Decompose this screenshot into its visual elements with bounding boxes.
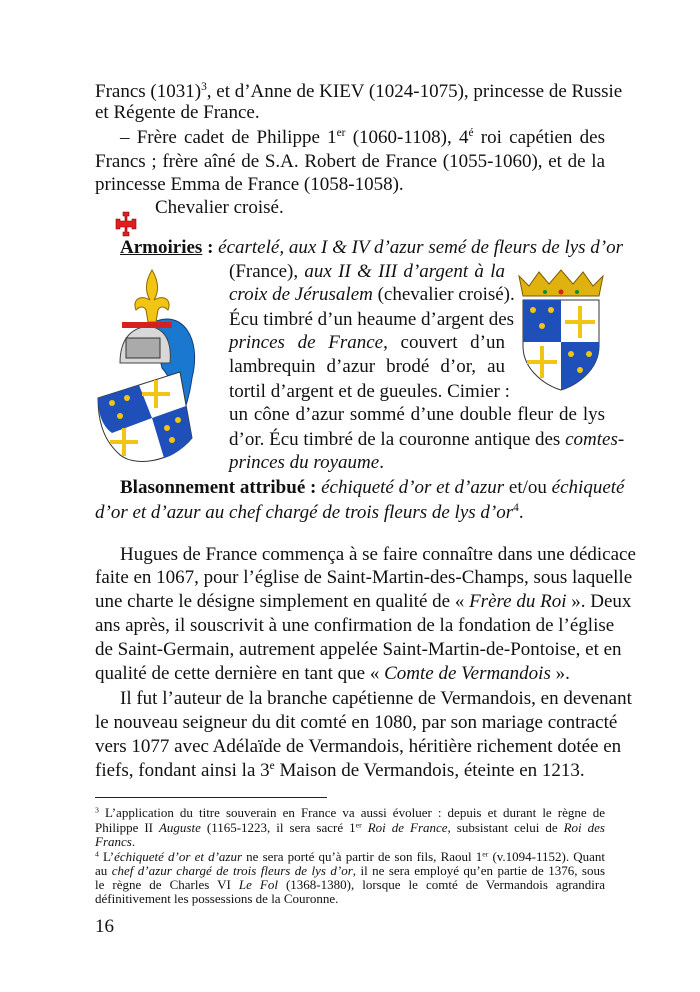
- text-segment: (1165-1223, il sera sacré 1: [200, 820, 356, 835]
- text-segment: au: [95, 863, 112, 878]
- text-segment: princesse Emma de France (1058-1058).: [95, 174, 404, 195]
- text-segment: ».: [550, 663, 570, 684]
- text-segment: 3: [95, 805, 99, 815]
- footnote-line: [95, 877, 605, 892]
- text-line: [229, 451, 605, 475]
- text-segment: er: [336, 127, 346, 140]
- text-segment: définitivement les possessions de la Couronne.: [95, 891, 339, 906]
- footnote-line: [95, 820, 605, 835]
- text-segment: croix de Jérusalem: [229, 284, 373, 305]
- text-segment: Frère du Roi: [469, 591, 567, 612]
- text-segment: Le Fol: [238, 877, 278, 892]
- text-line: [229, 331, 505, 355]
- text-line: [120, 476, 625, 500]
- coat-of-arms-with-helm-image: [92, 268, 204, 468]
- text-segment: d’or et d’azur au chef chargé de trois fleurs de lys d’or: [95, 502, 514, 523]
- footnote-line: [95, 849, 605, 864]
- text-segment: Chevalier croisé.: [155, 197, 284, 218]
- text-segment: :: [202, 237, 219, 258]
- text-line: [95, 590, 632, 614]
- text-segment: Maison de Vermandois, éteinte en 1213.: [274, 760, 585, 781]
- text-segment: une charte le désigne simplement en qualité de «: [95, 591, 470, 612]
- text-segment: Écu timbré d’un heaume d’argent des: [229, 309, 515, 330]
- text-segment: Francs: [95, 834, 132, 849]
- text-segment: , subsistant celui de: [447, 820, 564, 835]
- text-segment: un cône d’azur sommé d’une double fleur de lys: [229, 404, 605, 425]
- text-line: [95, 662, 605, 686]
- text-segment: Roi de France: [367, 820, 448, 835]
- text-segment: L’application du titre souverain en France va aussi évoluer : depuis et durant le règne de: [98, 805, 605, 820]
- text-line: [95, 614, 615, 638]
- coat-of-arms-with-crown-image: [515, 266, 607, 392]
- text-segment: .: [518, 502, 524, 523]
- text-segment: échiqueté d’or et d’azur: [114, 849, 243, 864]
- text-segment: (v.1094-1152). Quant: [488, 849, 606, 864]
- footnote-line: [95, 834, 605, 849]
- text-line: [229, 355, 505, 379]
- text-line: [95, 711, 618, 735]
- text-segment: Philippe II: [95, 820, 159, 835]
- text-segment: Roi des: [563, 820, 605, 835]
- text-segment: Blasonnement attribué :: [120, 477, 322, 498]
- text-segment: (France),: [229, 261, 305, 282]
- text-line: [95, 638, 622, 662]
- footnote-line: [95, 863, 605, 878]
- text-segment: comtes-: [565, 429, 625, 450]
- text-line: [95, 735, 622, 759]
- text-segment: princes du royaume: [229, 452, 380, 473]
- text-segment: de Saint-Germain, autrement appelée Saint-Martin-de-Pontoise, et en: [95, 639, 622, 660]
- text-line: [229, 260, 505, 284]
- text-segment: , couvert d’un: [383, 332, 505, 353]
- text-segment: L’: [98, 849, 115, 864]
- text-segment: le nouveau seigneur du dit comté en 1080, par son mariage contracté: [95, 712, 618, 733]
- text-line: [120, 126, 605, 150]
- text-line: [95, 101, 605, 125]
- text-segment: (1368-1380), lorsque le comté de Vermandois agrandira: [277, 877, 606, 892]
- text-line: [229, 283, 515, 307]
- text-segment: et/ou: [504, 477, 552, 498]
- footnote-separator: [95, 797, 327, 798]
- text-line: [95, 566, 633, 590]
- text-segment: ans après, il souscrivit à une confirmation de la fondation de l’église: [95, 615, 615, 636]
- text-segment: chef d’azur chargé de trois fleurs de lys d’or: [111, 863, 353, 878]
- text-segment: échiqueté: [551, 477, 625, 498]
- footnote-line: [95, 891, 605, 906]
- text-segment: Auguste: [158, 820, 201, 835]
- text-segment: er: [482, 849, 489, 859]
- text-segment: – Frère cadet de Philippe 1: [120, 127, 337, 148]
- text-segment: , il ne sera employé qu’en partie de 1376, sous: [352, 863, 606, 878]
- text-line: [229, 428, 625, 452]
- text-segment: faite en 1067, pour l’église de Saint-Martin-des-Champs, sous laquelle: [95, 567, 633, 588]
- text-line: [120, 543, 636, 567]
- text-segment: Francs ; frère aîné de S.A. Robert de France (1055-1060), et de la: [95, 151, 605, 172]
- text-segment: qualité de cette dernière en tant que «: [95, 663, 385, 684]
- text-segment: ne sera porté qu’à partir de son fils, Raoul 1: [242, 849, 483, 864]
- text-segment: Comte de Vermandois: [384, 663, 551, 684]
- text-segment: aux II & III d’argent à la: [304, 261, 505, 282]
- text-segment: ». Deux: [566, 591, 632, 612]
- text-line: [95, 501, 605, 525]
- text-segment: Francs (1031): [95, 81, 202, 102]
- text-segment: , et d’Anne de KIEV (1024-1075), princesse de Russie: [206, 81, 623, 102]
- text-segment: lambrequin d’azur brodé d’or, au: [229, 356, 505, 377]
- text-segment: échiqueté d’or et d’azur: [321, 477, 505, 498]
- text-segment: tortil d’argent et de gueules. Cimier :: [229, 381, 510, 402]
- text-segment: (1060-1108), 4: [345, 127, 469, 148]
- text-segment: roi capétien des: [473, 127, 605, 148]
- text-line: [120, 687, 632, 711]
- text-segment: er: [355, 820, 362, 830]
- text-line: [229, 308, 515, 332]
- text-segment: e: [269, 760, 275, 773]
- page-number: 16: [95, 916, 114, 937]
- text-segment: é: [468, 127, 474, 140]
- text-segment: et Régente de France.: [95, 102, 260, 123]
- text-line: [95, 150, 605, 174]
- text-segment: .: [131, 834, 136, 849]
- text-segment: .: [379, 452, 384, 473]
- text-segment: (chevalier croisé).: [372, 284, 515, 305]
- text-segment: vers 1077 avec Adélaïde de Vermandois, héritière richement dotée en: [95, 736, 622, 757]
- text-segment: fiefs, fondant ainsi la 3: [95, 760, 270, 781]
- text-segment: le règne de Charles VI: [95, 877, 239, 892]
- text-line: [229, 380, 510, 404]
- text-segment: 4: [95, 849, 99, 859]
- cross-potent-icon: [112, 210, 140, 238]
- text-segment: 4: [513, 502, 519, 515]
- text-line: [95, 173, 605, 197]
- text-segment: d’or. Écu timbré de la couronne antique des: [229, 429, 566, 450]
- footnote-line: [95, 805, 605, 820]
- text-segment: Il fut l’auteur de la branche capétienne de Vermandois, en devenant: [120, 688, 632, 709]
- text-segment: princes de France: [229, 332, 384, 353]
- text-segment: 3: [201, 81, 207, 94]
- text-segment: Hugues de France commença à se faire connaître dans une dédicace: [120, 544, 636, 565]
- text-segment: Armoiries: [120, 237, 203, 258]
- text-line: [229, 403, 605, 427]
- text-segment: écartelé, aux I & IV d’azur semé de fleurs de lys d’or: [218, 237, 624, 258]
- text-line: [120, 236, 624, 260]
- text-line: [95, 759, 605, 783]
- text-line: [155, 196, 605, 220]
